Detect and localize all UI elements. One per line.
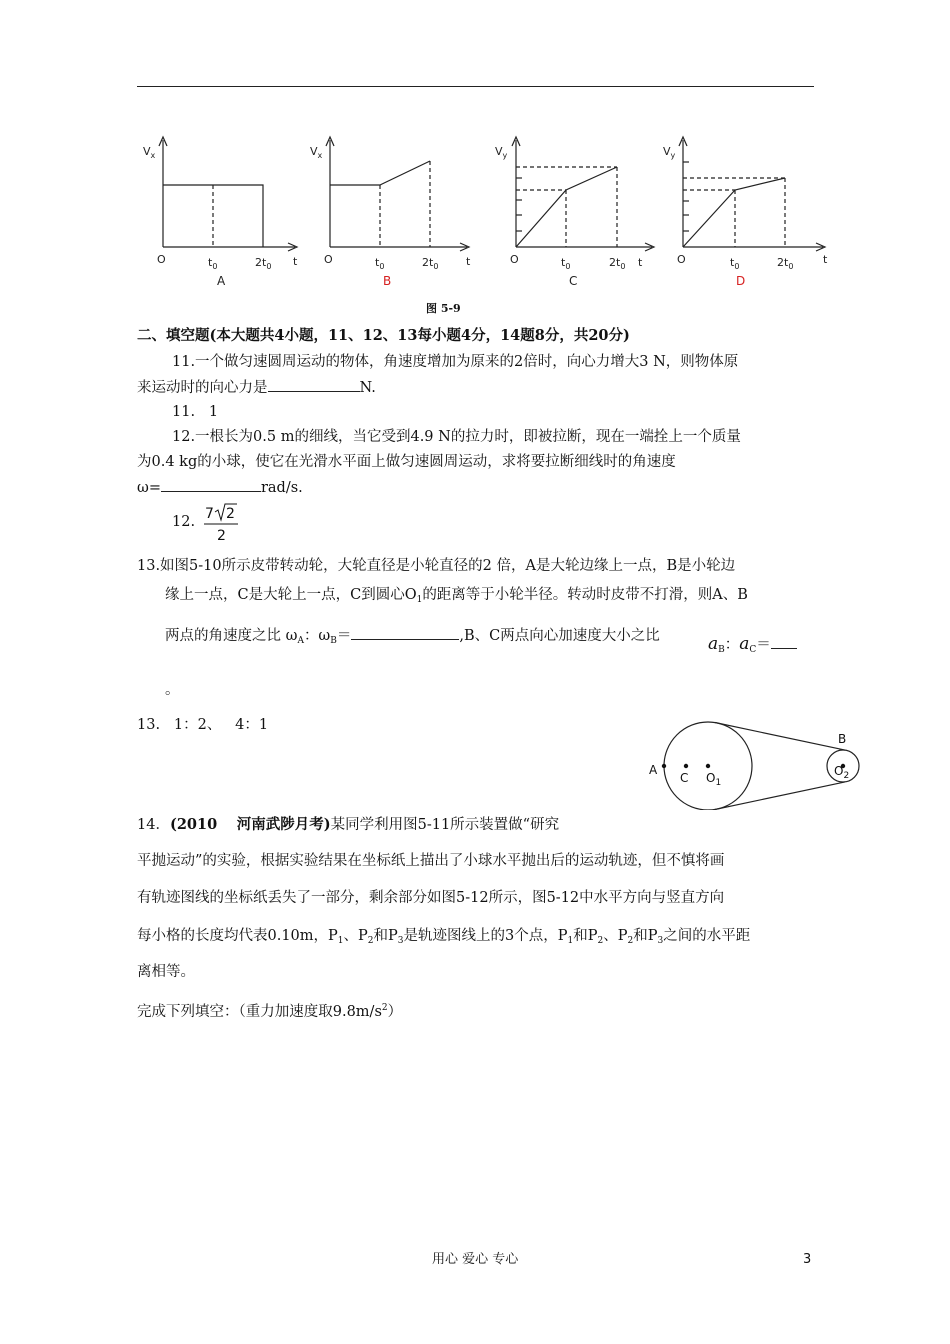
graph-d <box>679 137 825 251</box>
pulley-figure <box>640 718 865 810</box>
svg-text:2t0: $2t_0$ <box>777 256 794 271</box>
svg-text:t: t <box>823 253 828 266</box>
svg-text:O1: $O_1$ <box>706 771 722 788</box>
svg-text:2: 2 <box>217 528 226 544</box>
q12-answer-fraction <box>202 500 242 546</box>
belt-bottom <box>715 782 845 810</box>
svg-text:2t0: $2t_0$ <box>609 256 626 271</box>
svg-text:Vy: $V_y$ <box>495 145 508 160</box>
svg-text:t: t <box>293 255 298 268</box>
q14-line3: 有轨迹图线的坐标纸丢失了一部分，剩余部分如图5-12所示，图5-12中水平方向与竖直方向 <box>137 890 725 906</box>
svg-text:Vx: $V_x$ <box>310 145 323 160</box>
q14-line4: 每小格的长度均代表0.10m，$P_1$、$P_2$和$P_3$是轨迹图线上的3个点，$P_1$和$P_2$、$P_2$和$P_3$之间的水平距 <box>137 928 751 946</box>
q13-answer: 13. 1：2、 4：1 <box>137 717 269 733</box>
q12-line2: 为0.4 kg的小球，使它在光滑水平面上做匀速圆周运动，求将要拉断细线时的角速度 <box>137 454 676 470</box>
svg-text:7: 7 <box>205 506 214 522</box>
graph-c <box>512 137 654 251</box>
svg-text:O: O <box>677 253 686 266</box>
svg-text:O: O <box>324 253 333 266</box>
q12-line3: ω= rad/s. <box>137 477 303 498</box>
graph-c-label: C <box>569 274 578 288</box>
graph-b-label: B <box>383 274 392 288</box>
svg-text:O: O <box>510 253 519 266</box>
footer-motto: 用心 爱心 专心 <box>432 1252 519 1267</box>
q13-line4: 。 <box>165 682 180 698</box>
q11-line2: 来运动时的向心力是 N. <box>137 377 376 398</box>
svg-text:t: t <box>466 255 471 268</box>
q13-line2: 缘上一点，C是大轮上一点，C到圆心$O_1$的距离等于小轮半径。转动时皮带不打滑，则A、B <box>165 587 748 605</box>
svg-text:t0: $t_0$ <box>561 256 571 271</box>
q12-line1: 12.一根长为0.5 m的细线，当它受到4.9 N的拉力时，即被拉断，现在一端拴上一个质量 <box>172 429 741 445</box>
svg-text:t0: $t_0$ <box>375 256 385 271</box>
q12-answer-num: 12. <box>172 514 196 530</box>
page-number: 3 <box>803 1252 812 1267</box>
graph-a-label: A <box>217 274 226 288</box>
q14-line6: 完成下列填空：（重力加速度取$9.8m/s^2$） <box>137 1003 403 1020</box>
svg-text:t: t <box>638 256 643 269</box>
header-rule <box>137 86 814 87</box>
q14-line1: 14．(2010 河南武陟月考)某同学利用图5-11所示装置做“研究 <box>137 816 560 833</box>
q11-line1: 11.一个做匀速圆周运动的物体，角速度增加为原来的2倍时，向心力增大3 N，则物体原 <box>172 354 739 370</box>
graph-d-label: D <box>736 274 746 288</box>
svg-text:B: B <box>838 732 847 746</box>
figure-caption: 图 5-9 <box>426 302 461 315</box>
svg-text:Vy: $V_y$ <box>663 145 676 160</box>
q11-answer: 11. 1 <box>172 404 219 420</box>
q14-line5: 离相等。 <box>137 964 195 980</box>
svg-text:2t0: $2t_0$ <box>255 256 272 271</box>
svg-text:2: 2 <box>226 506 235 522</box>
figure-5-9 <box>130 125 850 310</box>
graph-a <box>159 137 297 251</box>
q13-accel-ratio: $a_B$：$a_C=$ <box>708 634 797 660</box>
svg-text:t0: $t_0$ <box>730 256 740 271</box>
q13-line3: 两点的角速度之比 $\omega_A$：$\omega_B= ,B$、C两点向心加速度大小之比 <box>165 625 660 651</box>
belt-top <box>715 723 845 751</box>
q13-line1: 13.如图5-10所示皮带转动轮，大轮直径是小轮直径的2 倍，A是大轮边缘上一点，B是小轮边 <box>137 558 736 574</box>
svg-text:C: C <box>680 771 689 785</box>
svg-text:O2: $O_2$ <box>834 764 850 781</box>
section-heading: 二、填空题(本大题共4小题，11、12、13每小题4分，14题8分，共20分) <box>137 327 630 344</box>
graph-a-ylabel: $V_x$ <box>143 145 156 160</box>
svg-text:t0: $t_0$ <box>208 256 218 271</box>
svg-text:2t0: $2t_0$ <box>422 256 439 271</box>
graph-b <box>326 137 469 251</box>
q14-line2: 平抛运动”的实验，根据实验结果在坐标纸上描出了小球水平抛出后的运动轨迹，但不慎将画 <box>137 853 725 869</box>
svg-text:O: O <box>157 253 166 266</box>
svg-text:A: A <box>649 763 658 777</box>
